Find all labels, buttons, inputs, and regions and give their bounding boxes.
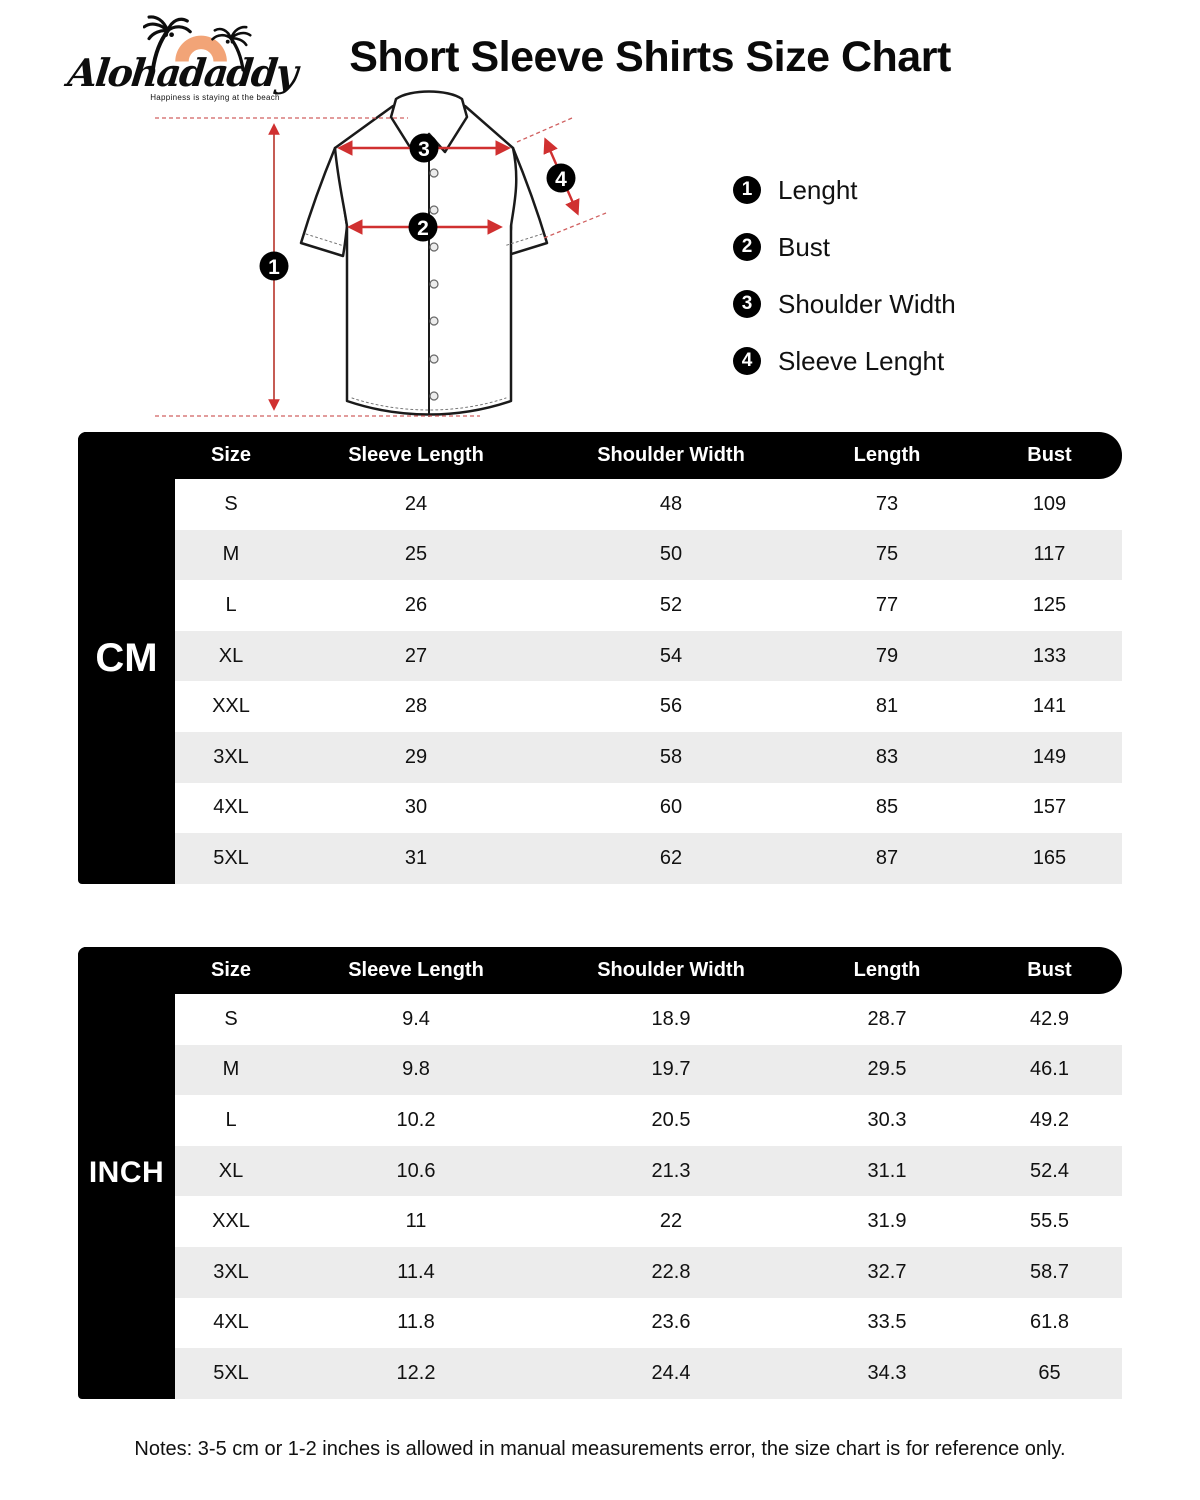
table-cell: 28 <box>404 695 428 718</box>
table-cell: 31.1 <box>867 1159 907 1182</box>
table-cell: 18.9 <box>651 1007 691 1030</box>
table-body <box>175 479 1122 884</box>
table-cell: 4XL <box>213 1311 249 1334</box>
table-cell: 46.1 <box>1030 1058 1069 1081</box>
table-cell: 34.3 <box>867 1361 907 1384</box>
table-cell: 48 <box>659 492 683 515</box>
legend-label: Sleeve Lenght <box>778 345 945 376</box>
table-cell: 28.7 <box>867 1007 907 1030</box>
table-cell: 52 <box>659 593 683 616</box>
notes-text: Notes: 3-5 cm or 1-2 inches is allowed in manual measurements error, the size chart is for reference only. <box>134 1438 1066 1460</box>
table-cell: 85 <box>875 796 899 819</box>
inch-size-table <box>78 947 1122 1399</box>
column-header: Shoulder Width <box>597 444 745 466</box>
table-cell: 22 <box>659 1210 683 1233</box>
table-cell: 20.5 <box>651 1108 691 1131</box>
table-cell: 62 <box>659 846 683 869</box>
table-cell: 58 <box>659 745 683 768</box>
table-cell: 26 <box>404 593 428 616</box>
table-cell: 165 <box>1032 846 1067 869</box>
table-cell: 27 <box>404 644 428 667</box>
table-cell: 117 <box>1033 543 1066 566</box>
table-cell: 3XL <box>213 745 249 768</box>
table-row <box>175 994 1122 1045</box>
column-header: Size <box>210 444 252 466</box>
table-cell: 52.4 <box>1030 1159 1069 1182</box>
table-cell: 60 <box>659 796 683 819</box>
measurement-legend <box>733 176 956 404</box>
table-cell: 49.2 <box>1030 1108 1069 1131</box>
table-row <box>175 1045 1122 1096</box>
legend-label: Shoulder Width <box>778 288 956 319</box>
table-row <box>175 681 1122 732</box>
table-cell: 10.6 <box>396 1159 436 1182</box>
table-cell: 11 <box>405 1210 427 1233</box>
legend-item-sleeve-length <box>733 347 956 375</box>
table-cell: 19.7 <box>651 1058 691 1081</box>
table-cell: 77 <box>875 593 899 616</box>
table-cell: 22.8 <box>651 1260 691 1283</box>
table-cell: 24 <box>404 492 428 515</box>
table-row <box>175 833 1122 884</box>
table-cell: 5XL <box>213 846 249 869</box>
legend-item-shoulder-width <box>733 290 956 318</box>
table-header <box>78 432 1122 479</box>
table-cell: 55.5 <box>1030 1210 1069 1233</box>
table-row <box>175 580 1122 631</box>
shirt-measurement-diagram <box>140 85 660 435</box>
legend-number-badge: 4 <box>733 347 761 375</box>
table-cell: 3XL <box>213 1260 249 1283</box>
table-cell: 54 <box>659 644 683 667</box>
column-header: Sleeve Length <box>348 959 484 981</box>
table-cell: 87 <box>875 846 899 869</box>
table-cell: 25 <box>404 543 428 566</box>
table-cell: L <box>225 1108 237 1131</box>
table-cell: 79 <box>875 644 899 667</box>
column-header: Bust <box>1027 959 1072 981</box>
marker-4: 4 <box>555 168 567 191</box>
table-cell: 81 <box>875 695 899 718</box>
table-cell: 33.5 <box>867 1311 907 1334</box>
table-cell: 9.4 <box>402 1007 430 1030</box>
unit-panel <box>78 947 175 1399</box>
table-cell: 30.3 <box>867 1108 907 1131</box>
table-row <box>175 1348 1122 1399</box>
table-cell: 10.2 <box>396 1108 436 1131</box>
column-header: Size <box>210 959 252 981</box>
table-cell: 31 <box>404 846 428 869</box>
table-cell: 32.7 <box>867 1260 907 1283</box>
table-row <box>175 479 1122 530</box>
table-cell: 29.5 <box>867 1058 907 1081</box>
legend-number-badge: 1 <box>733 176 761 204</box>
column-header: Length <box>853 444 921 466</box>
table-row <box>175 1095 1122 1146</box>
table-cell: L <box>225 593 237 616</box>
table-row <box>175 1196 1122 1247</box>
column-header: Shoulder Width <box>597 959 745 981</box>
column-header: Bust <box>1027 444 1072 466</box>
brand-name: Alohadaddy <box>65 50 299 95</box>
column-header: Length <box>853 959 921 981</box>
table-cell: 30 <box>404 796 428 819</box>
table-row <box>175 732 1122 783</box>
marker-2: 2 <box>417 217 429 240</box>
table-cell: 141 <box>1032 695 1067 718</box>
table-cell: 149 <box>1032 745 1067 768</box>
legend-label: Lenght <box>778 174 858 205</box>
table-cell: 24.4 <box>651 1361 691 1384</box>
cm-size-table <box>78 432 1122 884</box>
table-cell: XXL <box>212 695 250 718</box>
page-title: Short Sleeve Shirts Size Chart <box>349 33 951 81</box>
marker-3: 3 <box>418 138 430 161</box>
table-cell: XXL <box>212 1210 250 1233</box>
table-row <box>175 1298 1122 1349</box>
unit-label: INCH <box>88 1156 165 1189</box>
table-row <box>175 631 1122 682</box>
table-cell: 11.4 <box>397 1260 435 1283</box>
table-row <box>175 1247 1122 1298</box>
legend-item-length <box>733 176 956 204</box>
legend-label: Bust <box>778 231 831 262</box>
legend-number-badge: 2 <box>733 233 761 261</box>
table-cell: 11.8 <box>397 1311 435 1334</box>
table-cell: 61.8 <box>1030 1311 1069 1334</box>
table-row <box>175 1146 1122 1197</box>
table-cell: 31.9 <box>867 1210 907 1233</box>
table-cell: 56 <box>659 695 683 718</box>
table-cell: 4XL <box>213 796 249 819</box>
table-cell: 125 <box>1032 593 1067 616</box>
unit-label: CM <box>95 635 158 680</box>
table-cell: 58.7 <box>1030 1260 1069 1283</box>
table-cell: S <box>224 492 238 515</box>
table-header <box>78 947 1122 994</box>
table-cell: M <box>222 543 240 566</box>
table-cell: 42.9 <box>1030 1007 1069 1030</box>
table-cell: 5XL <box>213 1361 249 1384</box>
table-cell: 73 <box>875 492 899 515</box>
table-cell: 157 <box>1032 796 1067 819</box>
table-cell: 133 <box>1032 644 1067 667</box>
table-cell: M <box>222 1058 240 1081</box>
table-cell: 65 <box>1038 1361 1061 1384</box>
table-cell: XL <box>218 644 244 667</box>
marker-1: 1 <box>268 256 280 279</box>
table-cell: 23.6 <box>651 1311 691 1334</box>
column-header: Sleeve Length <box>348 444 484 466</box>
legend-item-bust <box>733 233 956 261</box>
table-cell: 29 <box>404 745 428 768</box>
table-row <box>175 783 1122 834</box>
table-cell: 21.3 <box>651 1159 691 1182</box>
brand-tagline: Happiness is staying at the beach <box>150 93 280 102</box>
table-row <box>175 530 1122 581</box>
table-cell: 9.8 <box>402 1058 430 1081</box>
table-cell: 109 <box>1032 492 1067 515</box>
legend-number-badge: 3 <box>733 290 761 318</box>
table-cell: 50 <box>659 543 683 566</box>
table-cell: 75 <box>875 543 899 566</box>
table-cell: S <box>224 1007 238 1030</box>
table-cell: 12.2 <box>396 1361 436 1384</box>
unit-panel <box>78 432 175 884</box>
table-body <box>175 994 1122 1399</box>
table-cell: 83 <box>875 745 899 768</box>
table-cell: XL <box>218 1159 244 1182</box>
